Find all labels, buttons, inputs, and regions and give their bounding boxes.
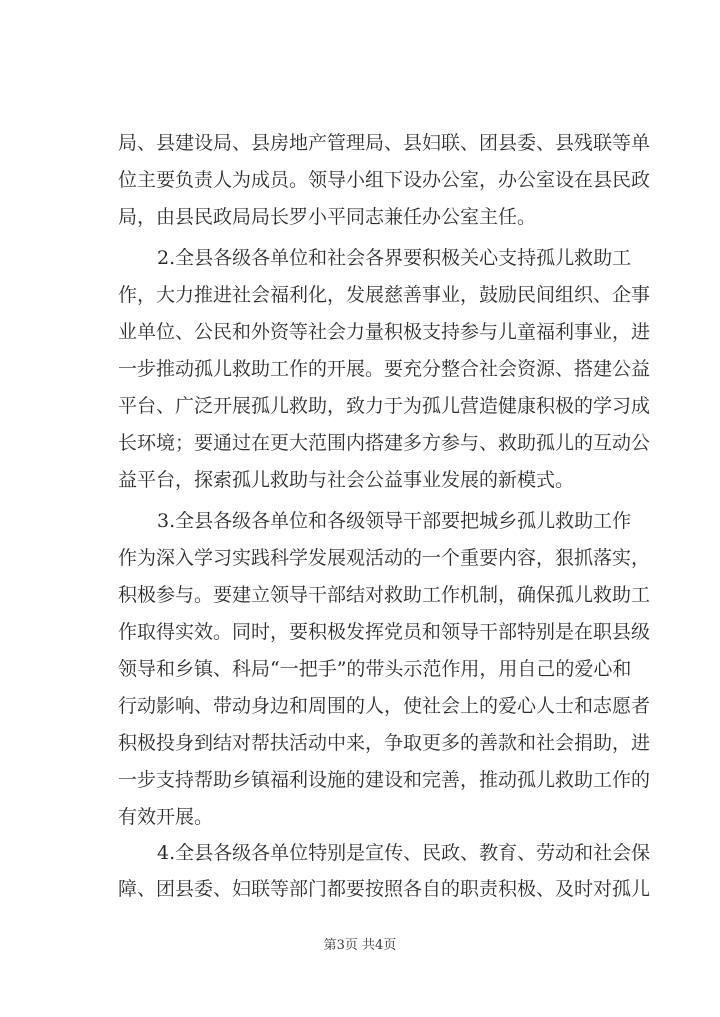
text-line: 局，由县民政局局长罗小平同志兼任办公室主任。 (118, 206, 537, 228)
text-line: 位主要负责人为成员。领导小组下设办公室，办公室设在县民政 (118, 169, 651, 191)
text-line: 业单位、公民和外资等社会力量积极支持参与儿童福利事业，进 (118, 321, 651, 343)
text-line: 4.全县各级各单位特别是宣传、民政、教育、劳动和社会保 (157, 842, 651, 864)
text-line: 行动影响、带动身边和周围的人，使社会上的爱心人士和志愿者 (118, 695, 651, 717)
text-line: 作取得实效。同时，要积极发挥党员和领导干部特别是在职县级 (118, 621, 651, 643)
text-line: 2.全县各级各单位和社会各界要积极关心支持孤儿救助工 (157, 247, 632, 269)
text-line: 领导和乡镇、科局“一把手”的带头示范作用，用自己的爱心和 (118, 658, 632, 680)
text-line: 积极投身到结对帮扶活动中来，争取更多的善款和社会捐助，进 (118, 732, 651, 754)
text-line: 积极参与。要建立领导干部结对救助工作机制，确保孤儿救助工 (118, 584, 651, 606)
text-line: 有效开展。 (118, 806, 214, 828)
text-line: 作，大力推进社会福利化，发展慈善事业，鼓励民间组织、企事 (118, 284, 651, 306)
text-line: 3.全县各级各单位和各级领导干部要把城乡孤儿救助工作 (157, 510, 632, 532)
text-line: 作为深入学习实践科学发展观活动的一个重要内容，狠抓落实， (118, 547, 651, 569)
text-line: 平台、广泛开展孤儿救助，致力于为孤儿营造健康积极的学习成 (118, 395, 651, 417)
text-line: 障、团县委、妇联等部门都要按照各自的职责积极、及时对孤儿 (118, 878, 651, 900)
text-line: 长环境；要通过在更大范围内搭建多方参与、救助孤儿的互动公 (118, 432, 651, 454)
text-line: 一步推动孤儿救助工作的开展。要充分整合社会资源、搭建公益 (118, 358, 651, 380)
page-number-footer: 第3页 共4页 (323, 938, 397, 953)
text-line: 局、县建设局、县房地产管理局、县妇联、团县委、县残联等单 (118, 132, 651, 154)
text-line: 一步支持帮助乡镇福利设施的建设和完善，推动孤儿救助工作的 (118, 769, 651, 791)
text-line: 益平台，探索孤儿救助与社会公益事业发展的新模式。 (118, 469, 575, 491)
